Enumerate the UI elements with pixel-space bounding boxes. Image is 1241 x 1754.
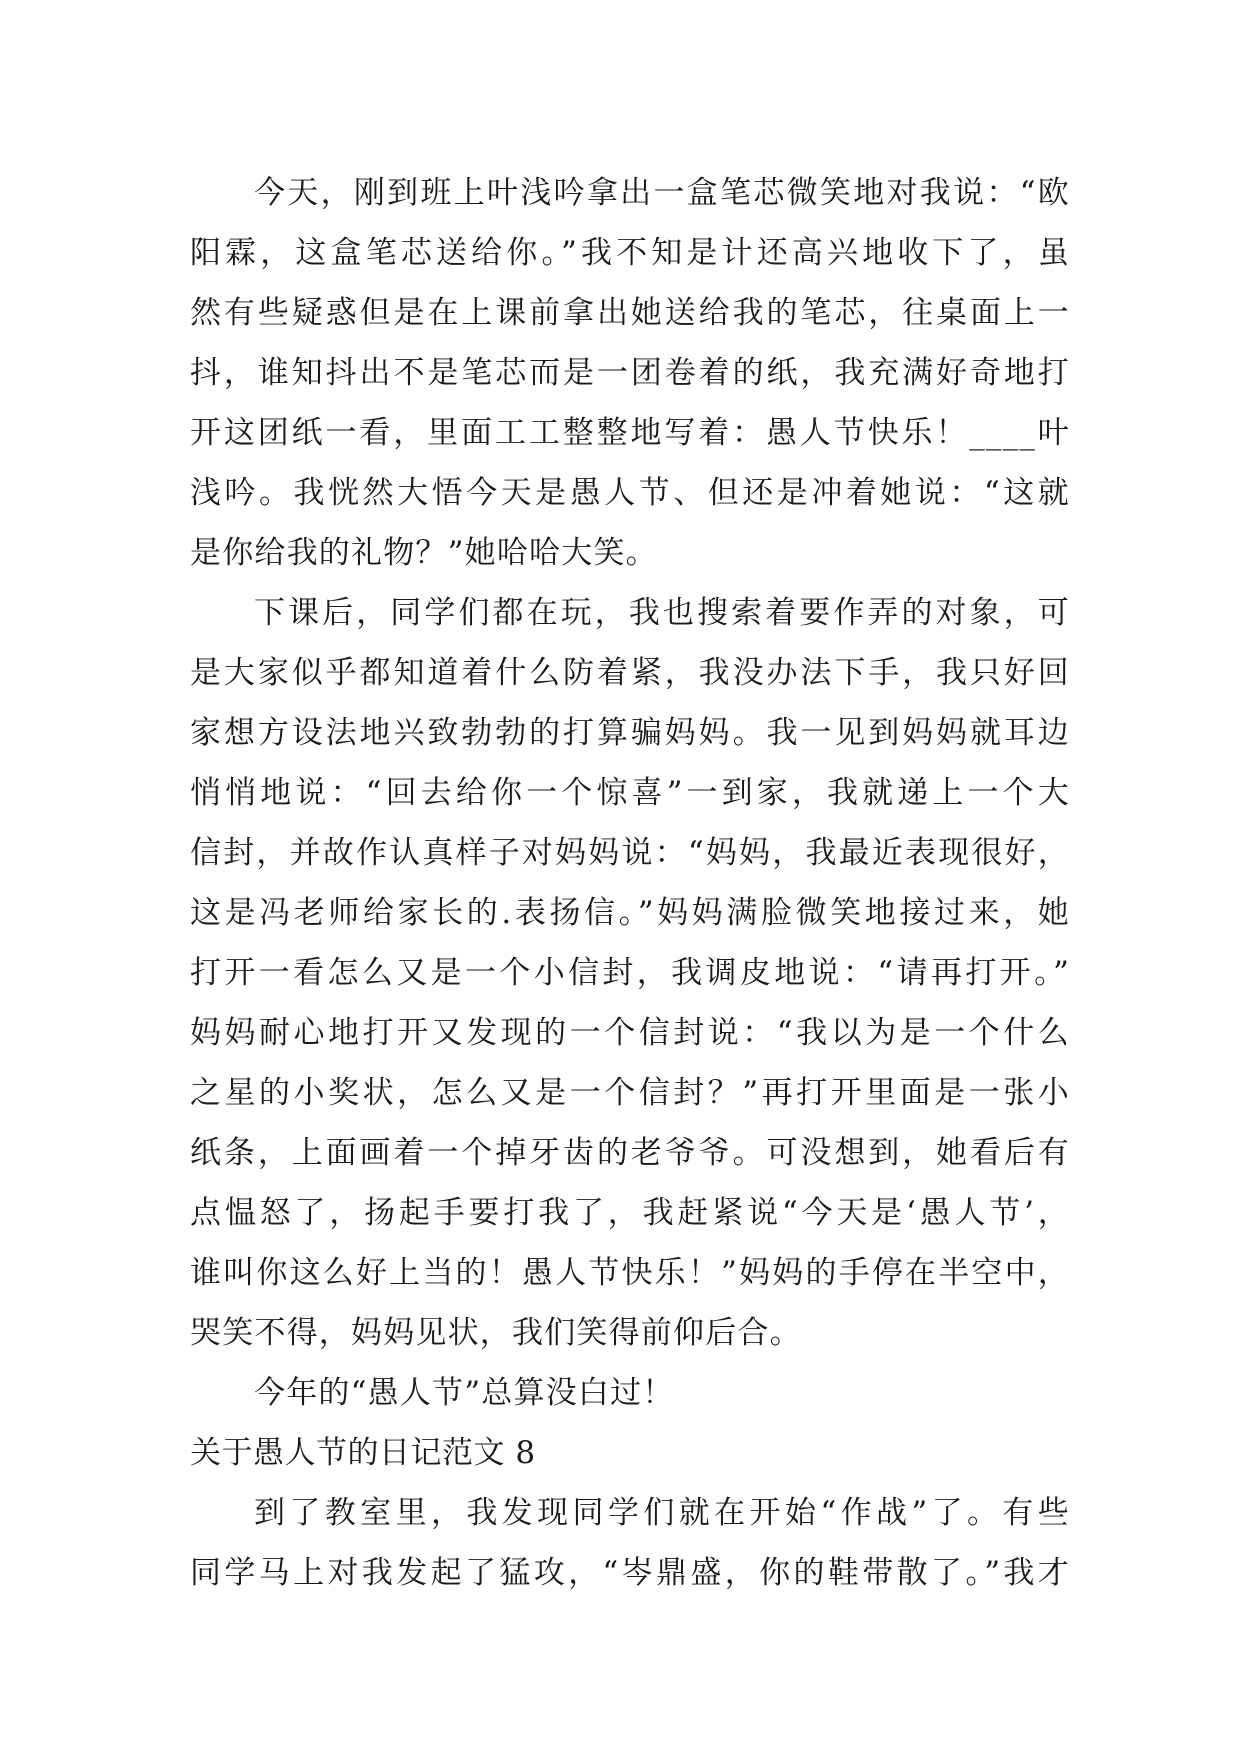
text-line: 悄悄地说：“回去给你一个惊喜”一到家，我就递上一个大 [190, 775, 1070, 811]
text-line: 今年的“愚人节”总算没白过！ [254, 1375, 675, 1411]
section-heading: 关于愚人节的日记范文 8 [190, 1435, 536, 1471]
document-body [190, 163, 1070, 1603]
text-line: 阳霖，这盒笔芯送给你。”我不知是计还高兴地收下了，虽 [190, 235, 1070, 271]
text-line: 是大家似乎都知道着什么防着紧，我没办法下手，我只好回 [190, 655, 1070, 691]
text-line: 到了教室里，我发现同学们就在开始“作战”了。有些 [254, 1495, 1070, 1531]
text-line: 是你给我的礼物？”她哈哈大笑。 [190, 535, 658, 571]
text-line: 这是冯老师给家长的.表扬信。”妈妈满脸微笑地接过来，她 [190, 895, 1070, 931]
text-line: 抖，谁知抖出不是笔芯而是一团卷着的纸，我充满好奇地打 [190, 355, 1070, 391]
text-line: 纸条，上面画着一个掉牙齿的老爷爷。可没想到，她看后有 [190, 1135, 1070, 1171]
text-line: 今天，刚到班上叶浅吟拿出一盒笔芯微笑地对我说：“欧 [254, 175, 1070, 211]
text-line: 家想方设法地兴致勃勃的打算骗妈妈。我一见到妈妈就耳边 [190, 715, 1070, 751]
text-line: 打开一看怎么又是一个小信封，我调皮地说：“请再打开。” [190, 955, 1070, 991]
text-line: 下课后，同学们都在玩，我也搜索着要作弄的对象，可 [254, 595, 1070, 631]
text-line: 信封，并故作认真样子对妈妈说：“妈妈，我最近表现很好， [190, 835, 1070, 871]
text-line: 点愠怒了，扬起手要打我了，我赶紧说“今天是‘愚人节’， [190, 1195, 1070, 1231]
text-line: 谁叫你这么好上当的！愚人节快乐！”妈妈的手停在半空中， [190, 1255, 1070, 1291]
text-line: 之星的小奖状，怎么又是一个信封？”再打开里面是一张小 [190, 1075, 1070, 1111]
text-line: 妈妈耐心地打开又发现的一个信封说：“我以为是一个什么 [190, 1015, 1070, 1051]
text-line: 然有些疑惑但是在上课前拿出她送给我的笔芯，往桌面上一 [190, 295, 1070, 331]
text-line: 开这团纸一看，里面工工整整地写着：愚人节快乐！____叶 [190, 415, 1070, 451]
text-line: 哭笑不得，妈妈见状，我们笑得前仰后合。 [190, 1315, 802, 1351]
text-line: 浅吟。我恍然大悟今天是愚人节、但还是冲着她说：“这就 [190, 475, 1070, 511]
text-line: 同学马上对我发起了猛攻，“岑鼎盛，你的鞋带散了。”我才 [190, 1555, 1070, 1591]
